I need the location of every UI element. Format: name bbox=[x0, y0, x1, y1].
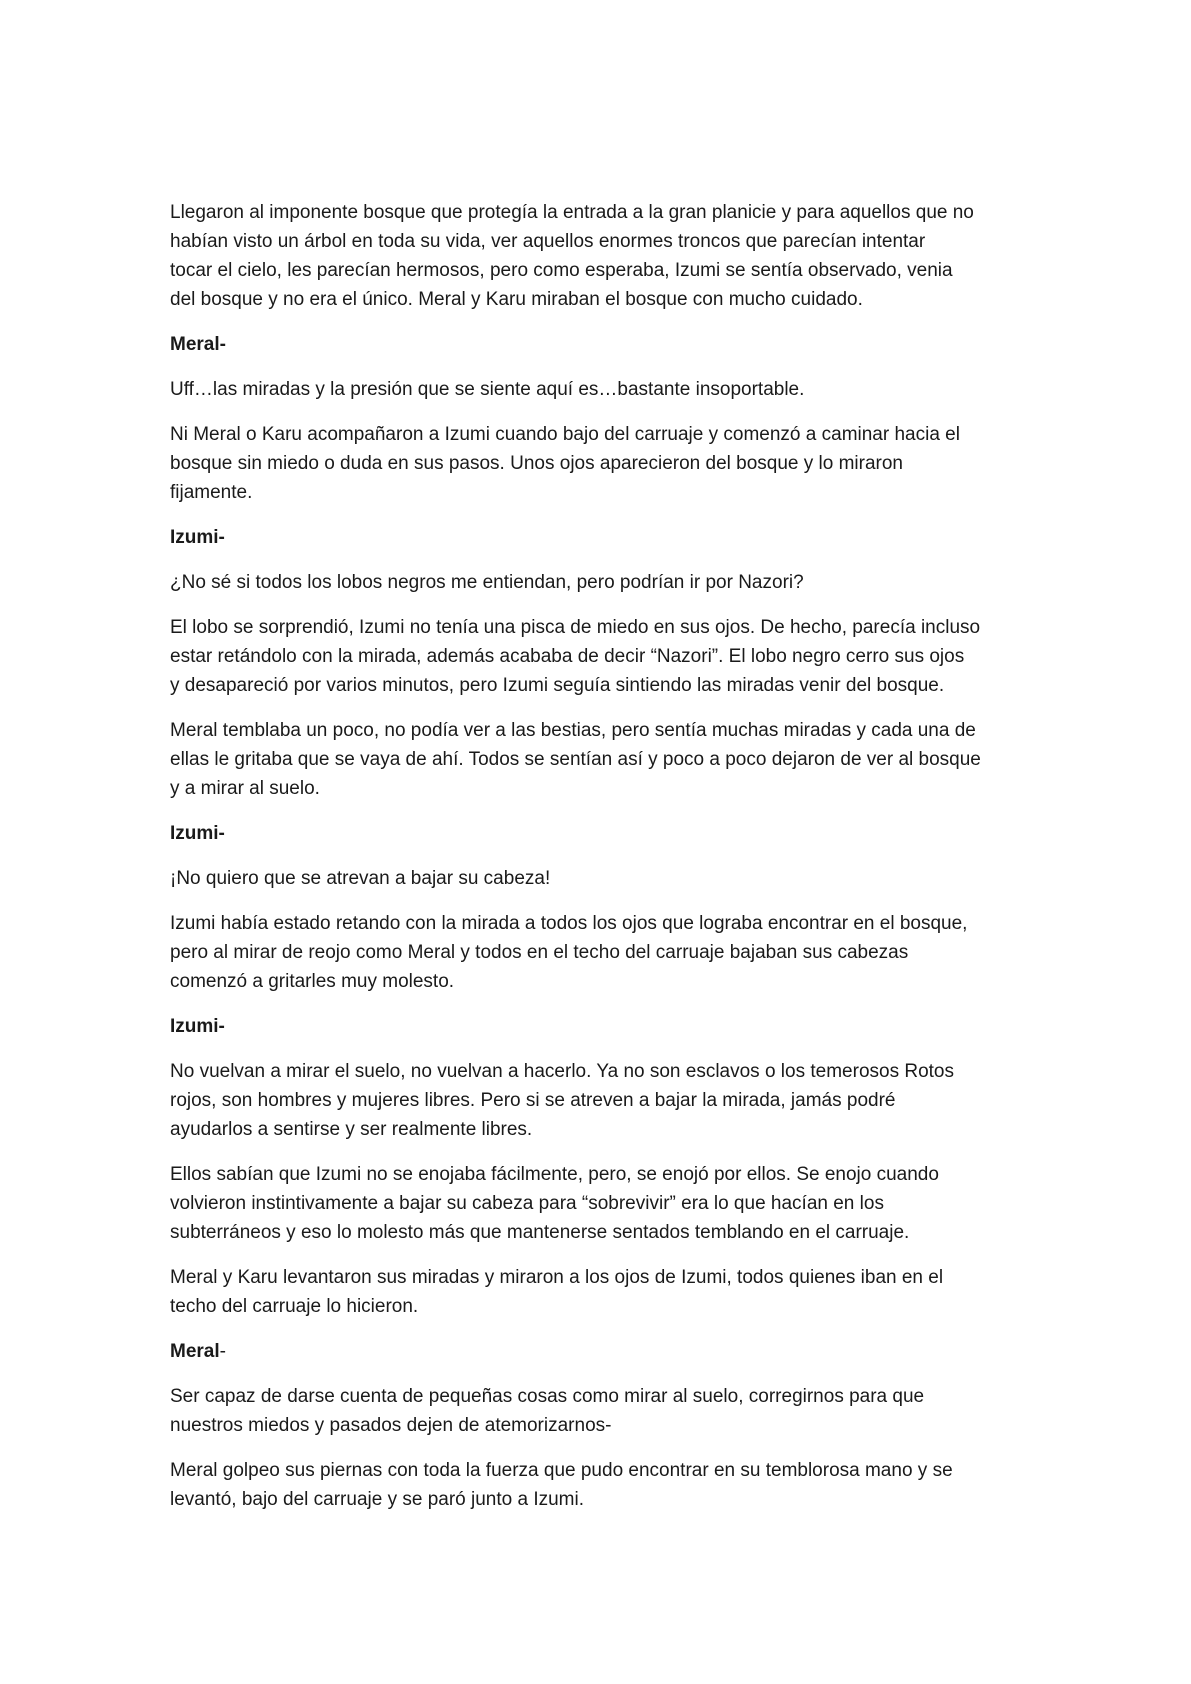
paragraph bbox=[170, 909, 1030, 996]
paragraph-line: rojos, son hombres y mujeres libres. Pero si se atreven a bajar la mirada, jamás podré bbox=[170, 1090, 896, 1111]
paragraph bbox=[170, 613, 1030, 700]
paragraph bbox=[170, 1263, 1030, 1321]
paragraph-line: Ser capaz de darse cuenta de pequeñas cosas como mirar al suelo, corregirnos para que bbox=[170, 1386, 925, 1407]
paragraph-line: habían visto un árbol en toda su vida, ver aquellos enormes troncos que parecían intentar bbox=[170, 231, 926, 252]
speaker-label bbox=[170, 523, 1030, 552]
paragraph bbox=[170, 864, 1030, 893]
speaker-label bbox=[170, 330, 1030, 359]
speaker-label bbox=[170, 1337, 1030, 1366]
paragraph bbox=[170, 568, 1030, 597]
paragraph-line: ¡No quiero que se atrevan a bajar su cabeza! bbox=[170, 868, 551, 889]
paragraph-line: Uff…las miradas y la presión que se siente aquí es…bastante insoportable. bbox=[170, 379, 805, 400]
document-body bbox=[170, 198, 1030, 1530]
paragraph-line: ellas le gritaba que se vaya de ahí. Todos se sentían así y poco a poco dejaron de ver al bosque bbox=[170, 749, 981, 770]
paragraph bbox=[170, 1456, 1030, 1514]
speaker-name: Izumi- bbox=[170, 823, 225, 844]
speaker-name: Meral- bbox=[170, 334, 226, 355]
paragraph bbox=[170, 420, 1030, 507]
paragraph-line: ¿No sé si todos los lobos negros me entiendan, pero podrían ir por Nazori? bbox=[170, 572, 804, 593]
speaker-name: Izumi- bbox=[170, 527, 225, 548]
paragraph-line: No vuelvan a mirar el suelo, no vuelvan a hacerlo. Ya no son esclavos o los temerosos Rotos bbox=[170, 1061, 954, 1082]
paragraph-line: Meral temblaba un poco, no podía ver a las bestias, pero sentía muchas miradas y cada una de bbox=[170, 720, 976, 741]
paragraph-line: Meral y Karu levantaron sus miradas y miraron a los ojos de Izumi, todos quienes iban en el bbox=[170, 1267, 944, 1288]
speaker-label bbox=[170, 1012, 1030, 1041]
paragraph-line: Ellos sabían que Izumi no se enojaba fácilmente, pero, se enojó por ellos. Se enojo cuando bbox=[170, 1164, 939, 1185]
paragraph-line: El lobo se sorprendió, Izumi no tenía una pisca de miedo en sus ojos. De hecho, parecía incluso bbox=[170, 617, 981, 638]
paragraph-line: techo del carruaje lo hicieron. bbox=[170, 1296, 419, 1317]
paragraph-line: bosque sin miedo o duda en sus pasos. Unos ojos aparecieron del bosque y lo miraron bbox=[170, 453, 904, 474]
paragraph-line: fijamente. bbox=[170, 482, 253, 503]
paragraph-line: pero al mirar de reojo como Meral y todos en el techo del carruaje bajaban sus cabezas bbox=[170, 942, 909, 963]
paragraph-line: estar retándolo con la mirada, además acababa de decir “Nazori”. El lobo negro cerro sus ojos bbox=[170, 646, 965, 667]
speaker-suffix: - bbox=[219, 1341, 226, 1362]
speaker-label bbox=[170, 819, 1030, 848]
paragraph-line: volvieron instintivamente a bajar su cabeza para “sobrevivir” era lo que hacían en los bbox=[170, 1193, 884, 1214]
paragraph-line: y desapareció por varios minutos, pero Izumi seguía sintiendo las miradas venir del bosque. bbox=[170, 675, 945, 696]
paragraph bbox=[170, 1160, 1030, 1247]
paragraph bbox=[170, 198, 1030, 314]
paragraph-line: del bosque y no era el único. Meral y Karu miraban el bosque con mucho cuidado. bbox=[170, 289, 863, 310]
paragraph bbox=[170, 1382, 1030, 1440]
paragraph-line: Izumi había estado retando con la mirada a todos los ojos que lograba encontrar en el bosque, bbox=[170, 913, 968, 934]
paragraph-line: y a mirar al suelo. bbox=[170, 778, 320, 799]
paragraph-line: tocar el cielo, les parecían hermosos, pero como esperaba, Izumi se sentía observado, venia bbox=[170, 260, 953, 281]
paragraph-line: nuestros miedos y pasados dejen de atemorizarnos- bbox=[170, 1415, 612, 1436]
paragraph-line: Llegaron al imponente bosque que protegía la entrada a la gran planicie y para aquellos que no bbox=[170, 202, 974, 223]
paragraph-line: levantó, bajo del carruaje y se paró junto a Izumi. bbox=[170, 1489, 585, 1510]
paragraph bbox=[170, 375, 1030, 404]
speaker-name: Izumi- bbox=[170, 1016, 225, 1037]
paragraph-line: subterráneos y eso lo molesto más que mantenerse sentados temblando en el carruaje. bbox=[170, 1222, 910, 1243]
paragraph bbox=[170, 1057, 1030, 1144]
paragraph-line: ayudarlos a sentirse y ser realmente libres. bbox=[170, 1119, 533, 1140]
speaker-name: Meral bbox=[170, 1341, 220, 1362]
paragraph-line: comenzó a gritarles muy molesto. bbox=[170, 971, 455, 992]
paragraph bbox=[170, 716, 1030, 803]
paragraph-line: Meral golpeo sus piernas con toda la fuerza que pudo encontrar en su temblorosa mano y se bbox=[170, 1460, 953, 1481]
paragraph-line: Ni Meral o Karu acompañaron a Izumi cuando bajo del carruaje y comenzó a caminar hacia el bbox=[170, 424, 960, 445]
